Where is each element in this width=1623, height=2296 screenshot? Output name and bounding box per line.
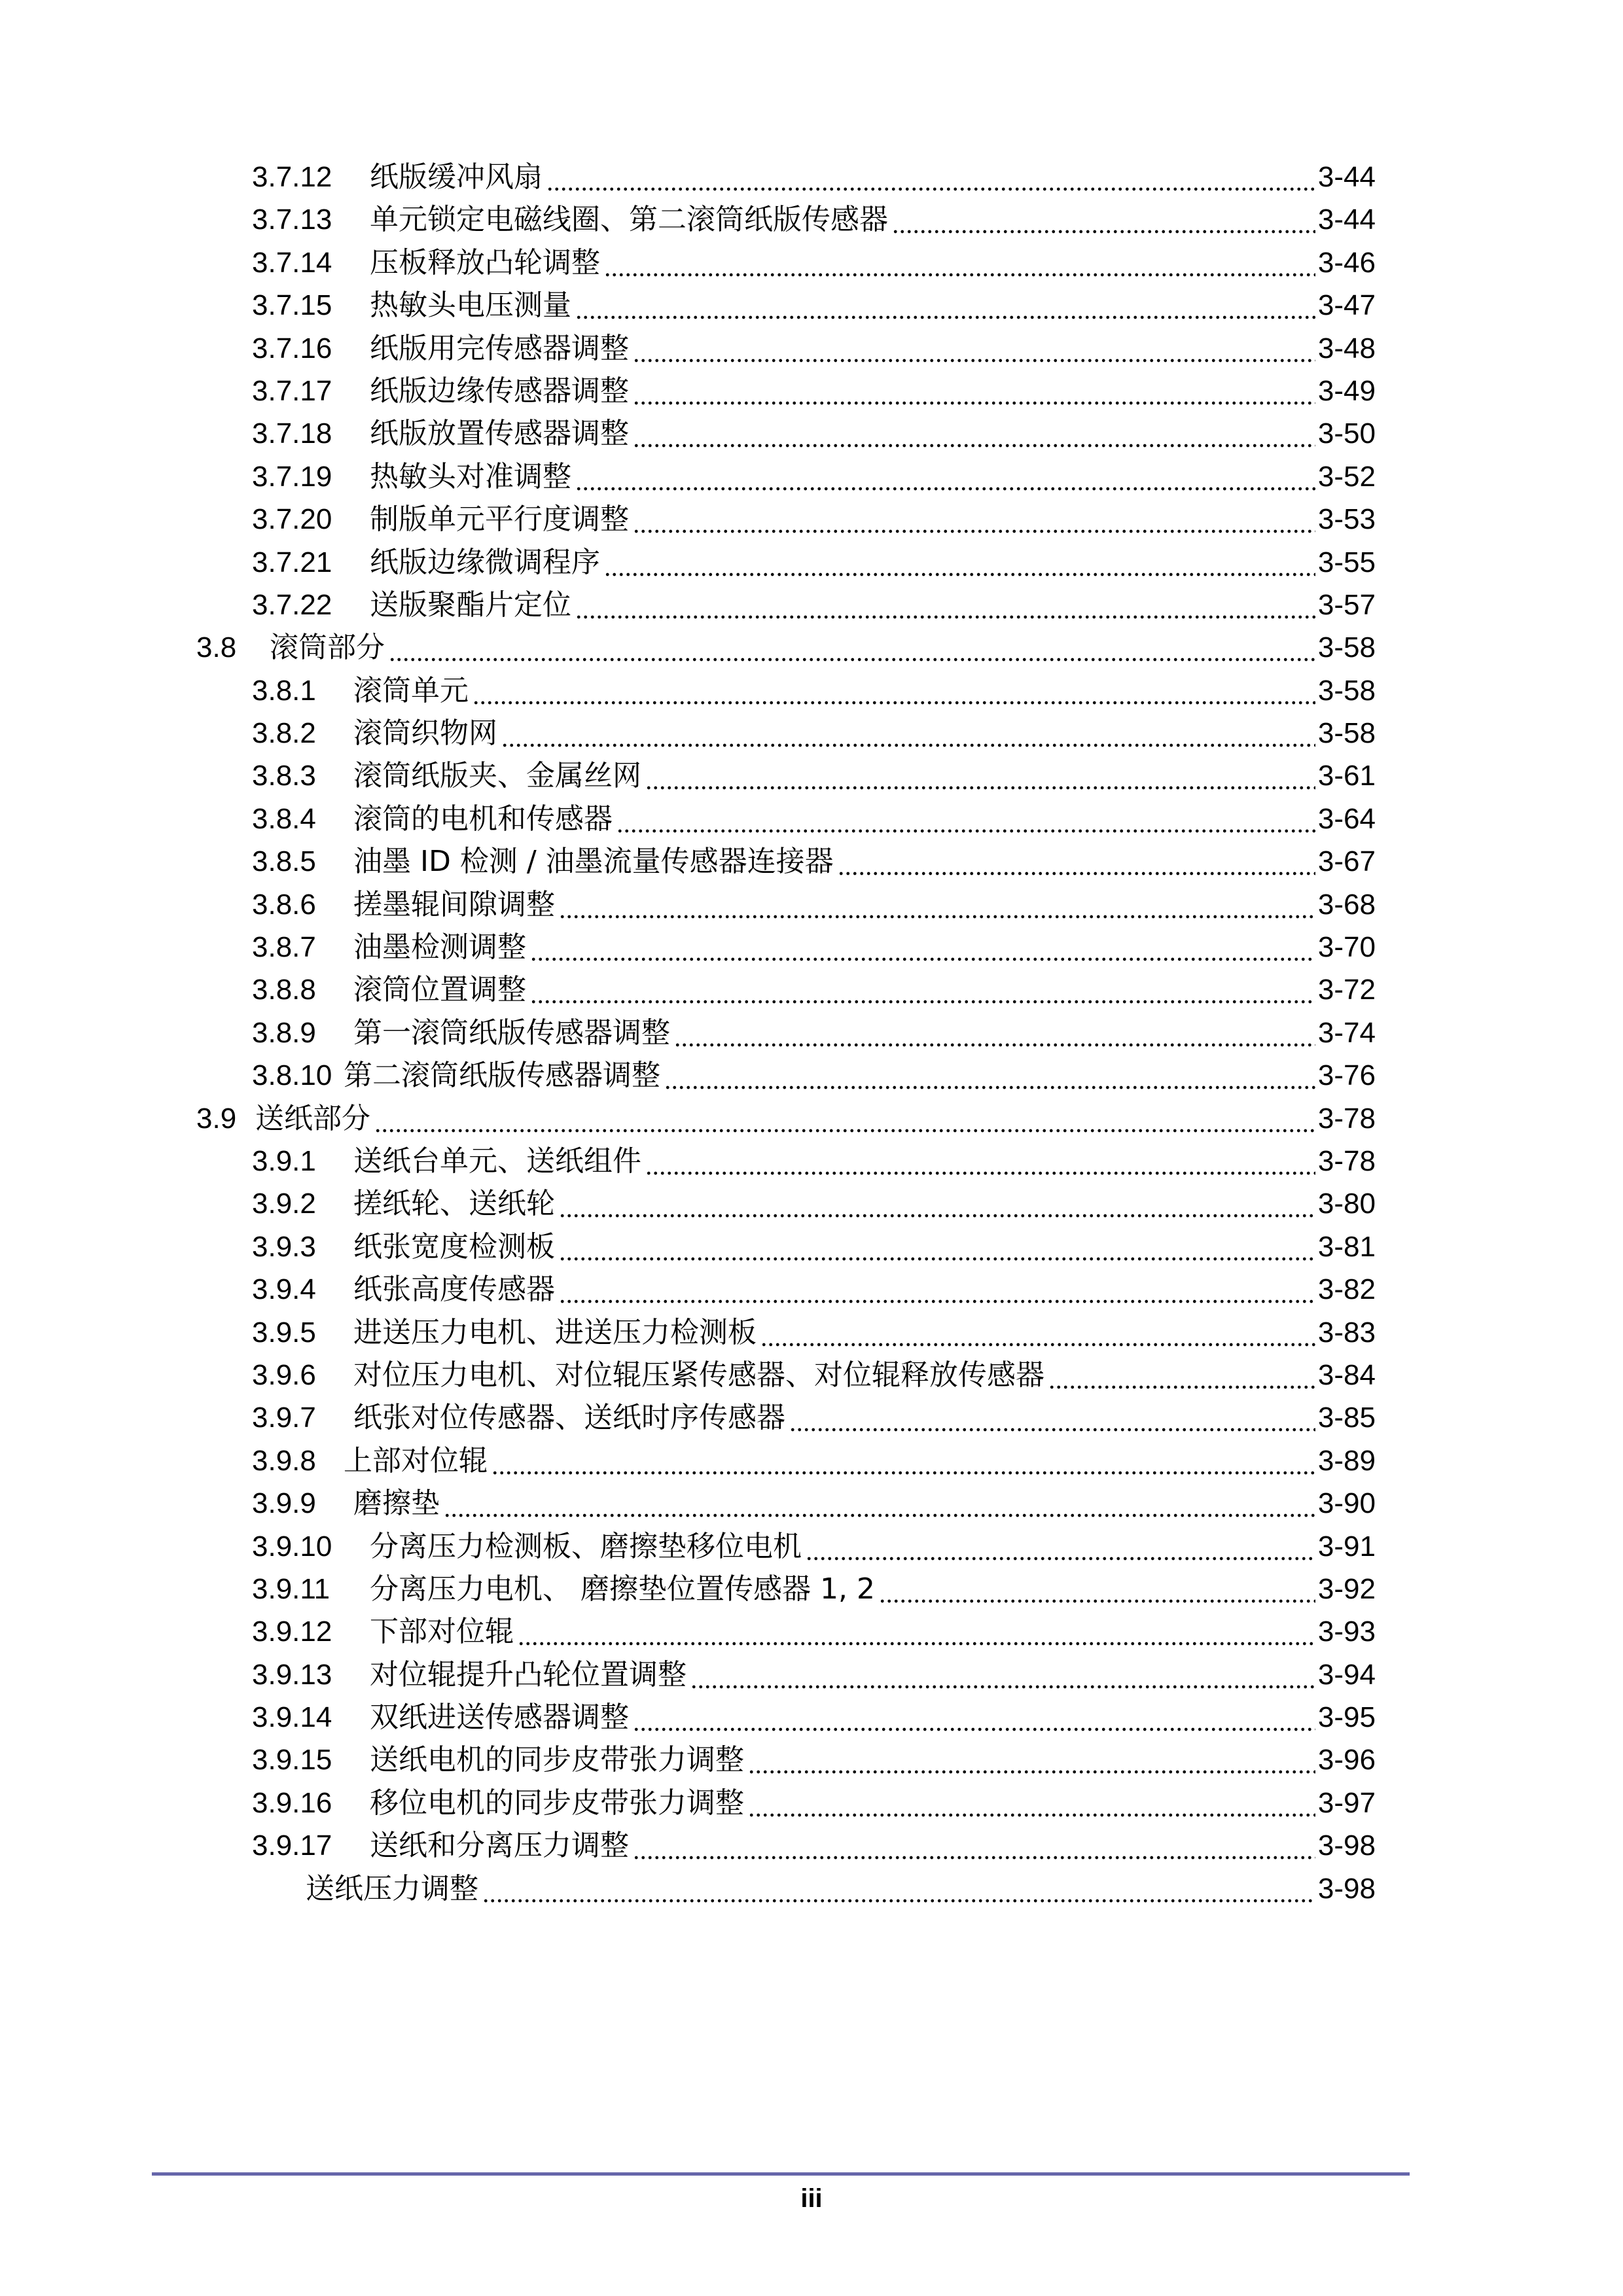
toc-entry-page: 3-49 <box>1317 374 1376 407</box>
toc-entry-title: 纸张对位传感器、送纸时序传感器 <box>353 1401 785 1435</box>
toc-dot-leader <box>482 1867 1315 1910</box>
toc-entry-title: 送版聚酯片定位 <box>370 588 571 622</box>
toc-entry-page: 3-85 <box>1317 1402 1376 1434</box>
toc-entry-title: 第一滚筒纸版传感器调整 <box>353 1016 670 1050</box>
toc-dot-leader <box>789 1396 1315 1439</box>
toc-entry-page: 3-67 <box>1317 845 1376 878</box>
toc-entry-page: 3-90 <box>1317 1487 1376 1520</box>
toc-entry-title: 送纸和分离压力调整 <box>370 1829 629 1863</box>
toc-dot-leader <box>690 1653 1315 1696</box>
toc-entry-page: 3-44 <box>1317 161 1376 193</box>
toc-entry-number: 3.8 <box>196 631 237 664</box>
toc-entry-title: 压板释放凸轮调整 <box>370 245 600 279</box>
toc-entry-page: 3-76 <box>1317 1059 1376 1092</box>
toc-entry-title: 磨擦垫 <box>353 1487 440 1521</box>
toc-entry-number: 3.8.3 <box>252 760 316 792</box>
toc-entry-number: 3.9.11 <box>252 1572 330 1605</box>
toc-entry-title: 搓墨辊间隙调整 <box>353 887 555 921</box>
toc-entry-title: 纸版边缘传感器调整 <box>370 374 629 408</box>
toc-dot-leader <box>604 541 1315 584</box>
toc-entry[interactable] <box>0 455 1623 498</box>
toc-entry-number: 3.9.9 <box>252 1487 316 1520</box>
toc-entry-page: 3-81 <box>1317 1230 1376 1263</box>
toc-dot-leader <box>892 198 1315 241</box>
toc-entry-page: 3-92 <box>1317 1572 1376 1605</box>
toc-entry-page: 3-97 <box>1317 1786 1376 1819</box>
toc-entry-number: 3.9.8 <box>252 1444 316 1477</box>
toc-entry-title: 纸张高度传感器 <box>353 1273 555 1307</box>
toc-dot-leader <box>530 926 1315 968</box>
toc-entry-title: 油墨 ID 检测 / 油墨流量传感器连接器 <box>353 845 834 879</box>
toc-entry-title: 滚筒单元 <box>353 673 469 707</box>
toc-entry-number: 3.9.12 <box>252 1616 332 1648</box>
toc-dot-leader <box>633 498 1315 540</box>
toc-entry[interactable] <box>0 241 1623 284</box>
toc-entry[interactable] <box>0 1054 1623 1097</box>
toc-dot-leader <box>518 1610 1315 1653</box>
toc-entry-number: 3.8.1 <box>252 674 316 707</box>
toc-entry-page: 3-83 <box>1317 1316 1376 1349</box>
toc-dot-leader <box>633 370 1315 412</box>
toc-dot-leader <box>760 1311 1315 1354</box>
toc-entry-number: 3.9.15 <box>252 1744 332 1776</box>
toc-entry-title: 滚筒部分 <box>270 631 385 665</box>
toc-dot-leader <box>575 584 1315 626</box>
toc-entry[interactable] <box>0 327 1623 370</box>
toc-entry-title: 油墨检测调整 <box>353 930 526 964</box>
toc-entry-page: 3-52 <box>1317 460 1376 493</box>
toc-entry[interactable] <box>0 1396 1623 1439</box>
toc-entry-page: 3-82 <box>1317 1273 1376 1306</box>
toc-dot-leader <box>1048 1354 1315 1396</box>
toc-entry-page: 3-58 <box>1317 631 1376 664</box>
toc-dot-leader <box>559 1268 1315 1311</box>
toc-entry-title: 纸版放置传感器调整 <box>370 417 629 451</box>
toc-entry[interactable] <box>0 1482 1623 1525</box>
toc-dot-leader <box>806 1525 1315 1568</box>
toc-entry[interactable] <box>0 798 1623 840</box>
toc-entry-number: 3.7.20 <box>252 503 332 536</box>
toc-entry-title: 搓纸轮、送纸轮 <box>353 1187 555 1221</box>
toc-entry-title: 分离压力电机、 磨擦垫位置传感器 1, 2 <box>370 1572 875 1606</box>
toc-entry-number: 3.8.10 <box>252 1059 332 1092</box>
toc-entry-title: 对位辊提升凸轮位置调整 <box>370 1657 687 1691</box>
toc-entry-title: 纸版用完传感器调整 <box>370 331 629 365</box>
toc-entry-number: 3.9.2 <box>252 1188 316 1220</box>
toc-entry-page: 3-95 <box>1317 1701 1376 1734</box>
toc-dot-leader <box>575 284 1315 327</box>
toc-entry-title: 滚筒的电机和传感器 <box>353 802 613 836</box>
toc-entry-title: 移位电机的同步皮带张力调整 <box>370 1786 744 1820</box>
toc-entry-page: 3-78 <box>1317 1102 1376 1135</box>
toc-dot-leader <box>616 798 1315 840</box>
toc-entry-page: 3-98 <box>1317 1829 1376 1862</box>
toc-dot-leader <box>444 1482 1315 1525</box>
toc-entry-title: 送纸电机的同步皮带张力调整 <box>370 1743 744 1777</box>
toc-entry-number: 3.9.1 <box>252 1144 316 1177</box>
toc-entry[interactable] <box>0 712 1623 754</box>
page-number: iii <box>800 2184 823 2213</box>
toc-dot-leader <box>879 1568 1315 1610</box>
toc-entry-title: 送纸部分 <box>255 1101 370 1135</box>
toc-entry-number: 3.8.7 <box>252 931 316 964</box>
toc-entry-page: 3-96 <box>1317 1744 1376 1776</box>
toc-entry[interactable] <box>0 1268 1623 1311</box>
toc-dot-leader <box>501 712 1315 754</box>
toc-entry[interactable] <box>0 498 1623 540</box>
toc-entry[interactable] <box>0 1782 1623 1824</box>
toc-dot-leader <box>633 1824 1315 1867</box>
toc-entry-title: 送纸压力调整 <box>306 1871 478 1905</box>
toc-entry[interactable] <box>0 1182 1623 1225</box>
toc-entry-title: 下部对位辊 <box>370 1615 514 1649</box>
toc-entry-page: 3-94 <box>1317 1658 1376 1691</box>
toc-entry[interactable] <box>0 669 1623 712</box>
toc-entry-title: 进送压力电机、进送压力检测板 <box>353 1315 757 1349</box>
toc-entry-page: 3-61 <box>1317 760 1376 792</box>
toc-entry-page: 3-53 <box>1317 503 1376 536</box>
toc-entry-page: 3-47 <box>1317 289 1376 322</box>
toc-entry-number: 3.8.2 <box>252 717 316 750</box>
toc-entry-number: 3.9.5 <box>252 1316 316 1349</box>
toc-entry[interactable] <box>0 1653 1623 1696</box>
toc-entry[interactable] <box>0 1097 1623 1140</box>
toc-entry-number: 3.8.5 <box>252 845 316 878</box>
toc-entry-title: 热敏头对准调整 <box>370 459 571 493</box>
toc-entry-number: 3.8.9 <box>252 1016 316 1049</box>
toc-entry[interactable] <box>0 370 1623 412</box>
toc-entry-title: 双纸进送传感器调整 <box>370 1701 629 1735</box>
toc-entry[interactable] <box>0 156 1623 198</box>
toc-dot-leader <box>748 1739 1315 1781</box>
toc-entry[interactable] <box>0 284 1623 327</box>
toc-entry[interactable] <box>0 1439 1623 1482</box>
toc-dot-leader <box>530 968 1315 1011</box>
toc-entry-page: 3-44 <box>1317 203 1376 236</box>
toc-entry-title: 纸版边缘微调程序 <box>370 545 600 579</box>
toc-entry-title: 热敏头电压测量 <box>370 289 571 323</box>
toc-entry-number: 3.9.7 <box>252 1402 316 1434</box>
toc-entry-number: 3.9.3 <box>252 1230 316 1263</box>
toc-dot-leader <box>748 1782 1315 1824</box>
toc-entry-number: 3.9.4 <box>252 1273 316 1306</box>
toc-entry-number: 3.9.16 <box>252 1786 332 1819</box>
toc-dot-leader <box>838 840 1315 883</box>
toc-dot-leader <box>559 1182 1315 1225</box>
toc-entry-page: 3-48 <box>1317 332 1376 364</box>
toc-entry[interactable] <box>0 1525 1623 1568</box>
toc-entry-title: 制版单元平行度调整 <box>370 503 629 537</box>
toc-entry[interactable] <box>0 1568 1623 1610</box>
toc-entry-number: 3.7.13 <box>252 203 332 236</box>
toc-entry-number: 3.7.15 <box>252 289 332 322</box>
toc-entry[interactable] <box>0 541 1623 584</box>
toc-entry-number: 3.7.16 <box>252 332 332 364</box>
toc-entry-number: 3.7.21 <box>252 546 332 578</box>
toc-entry-number: 3.9.13 <box>252 1658 332 1691</box>
toc-entry-page: 3-58 <box>1317 717 1376 750</box>
toc-entry[interactable] <box>0 968 1623 1011</box>
toc-dot-leader <box>604 241 1315 284</box>
toc-entry-title: 送纸台单元、送纸组件 <box>353 1144 641 1178</box>
toc-entry[interactable] <box>0 1140 1623 1182</box>
toc-entry[interactable] <box>0 883 1623 926</box>
toc-dot-leader <box>575 455 1315 498</box>
toc-dot-leader <box>491 1439 1315 1482</box>
toc-dot-leader <box>374 1097 1315 1140</box>
toc-entry[interactable] <box>0 412 1623 455</box>
toc-entry-number: 3.8.4 <box>252 802 316 835</box>
toc-entry[interactable] <box>0 1012 1623 1054</box>
toc-dot-leader <box>546 156 1315 198</box>
toc-entry-title: 单元锁定电磁线圈、第二滚筒纸版传感器 <box>370 203 888 237</box>
toc-entry-page: 3-84 <box>1317 1358 1376 1391</box>
toc-entry[interactable] <box>0 1824 1623 1867</box>
toc-entry-number: 3.7.22 <box>252 588 332 621</box>
toc-entry[interactable] <box>0 626 1623 669</box>
table-of-contents <box>0 156 1623 1910</box>
toc-entry-page: 3-57 <box>1317 588 1376 621</box>
toc-entry-number: 3.9.10 <box>252 1530 332 1563</box>
toc-entry-number: 3.7.19 <box>252 460 332 493</box>
toc-entry-number: 3.9.6 <box>252 1358 316 1391</box>
toc-entry-title: 纸张宽度检测板 <box>353 1229 555 1263</box>
toc-entry[interactable] <box>0 1696 1623 1739</box>
toc-entry[interactable] <box>0 584 1623 626</box>
toc-entry-page: 3-91 <box>1317 1530 1376 1563</box>
toc-dot-leader <box>633 327 1315 370</box>
toc-entry-page: 3-55 <box>1317 546 1376 578</box>
toc-entry-number: 3.9.17 <box>252 1829 332 1862</box>
toc-entry-page: 3-89 <box>1317 1444 1376 1477</box>
toc-dot-leader <box>473 669 1315 712</box>
toc-entry[interactable] <box>0 840 1623 883</box>
toc-entry-page: 3-74 <box>1317 1016 1376 1049</box>
toc-entry-page: 3-98 <box>1317 1872 1376 1905</box>
toc-dot-leader <box>645 754 1315 797</box>
toc-entry[interactable] <box>0 1354 1623 1396</box>
toc-entry-number: 3.8.8 <box>252 974 316 1006</box>
toc-entry-title: 分离压力检测板、磨擦垫移位电机 <box>370 1529 802 1563</box>
toc-entry-page: 3-80 <box>1317 1188 1376 1220</box>
toc-entry[interactable] <box>0 1610 1623 1653</box>
toc-entry-page: 3-46 <box>1317 246 1376 279</box>
toc-entry-number: 3.9.14 <box>252 1701 332 1734</box>
toc-dot-leader <box>645 1140 1315 1182</box>
toc-entry-page: 3-58 <box>1317 674 1376 707</box>
toc-entry[interactable] <box>0 926 1623 968</box>
toc-entry-title: 上部对位辊 <box>344 1443 488 1477</box>
toc-dot-leader <box>559 1226 1315 1268</box>
footer-rule <box>152 2172 1410 2176</box>
toc-entry-page: 3-72 <box>1317 974 1376 1006</box>
toc-dot-leader <box>559 883 1315 926</box>
toc-entry-number: 3.8.6 <box>252 888 316 921</box>
toc-entry-title: 第二滚筒纸版传感器调整 <box>344 1059 660 1093</box>
toc-dot-leader <box>389 626 1315 669</box>
toc-entry-title: 滚筒织物网 <box>353 716 497 751</box>
toc-entry[interactable] <box>0 1867 1623 1910</box>
toc-entry[interactable] <box>0 754 1623 797</box>
toc-entry-number: 3.7.18 <box>252 417 332 450</box>
toc-entry-title: 滚筒位置调整 <box>353 973 526 1007</box>
toc-entry-page: 3-70 <box>1317 931 1376 964</box>
toc-entry-page: 3-68 <box>1317 888 1376 921</box>
toc-entry-page: 3-50 <box>1317 417 1376 450</box>
toc-entry-page: 3-93 <box>1317 1616 1376 1648</box>
toc-entry[interactable] <box>0 198 1623 241</box>
toc-entry[interactable] <box>0 1311 1623 1354</box>
toc-entry-number: 3.7.12 <box>252 161 332 193</box>
toc-dot-leader <box>633 1696 1315 1739</box>
toc-entry-title: 滚筒纸版夹、金属丝网 <box>353 759 641 793</box>
toc-dot-leader <box>664 1054 1315 1097</box>
toc-dot-leader <box>633 412 1315 455</box>
toc-entry[interactable] <box>0 1739 1623 1781</box>
toc-entry[interactable] <box>0 1226 1623 1268</box>
toc-dot-leader <box>674 1012 1315 1054</box>
toc-entry-page: 3-64 <box>1317 802 1376 835</box>
toc-entry-title: 对位压力电机、对位辊压紧传感器、对位辊释放传感器 <box>353 1358 1044 1392</box>
toc-entry-number: 3.7.14 <box>252 246 332 279</box>
toc-entry-title: 纸版缓冲风扇 <box>370 160 543 194</box>
toc-entry-number: 3.9 <box>196 1102 237 1135</box>
toc-entry-page: 3-78 <box>1317 1144 1376 1177</box>
toc-entry-number: 3.7.17 <box>252 374 332 407</box>
